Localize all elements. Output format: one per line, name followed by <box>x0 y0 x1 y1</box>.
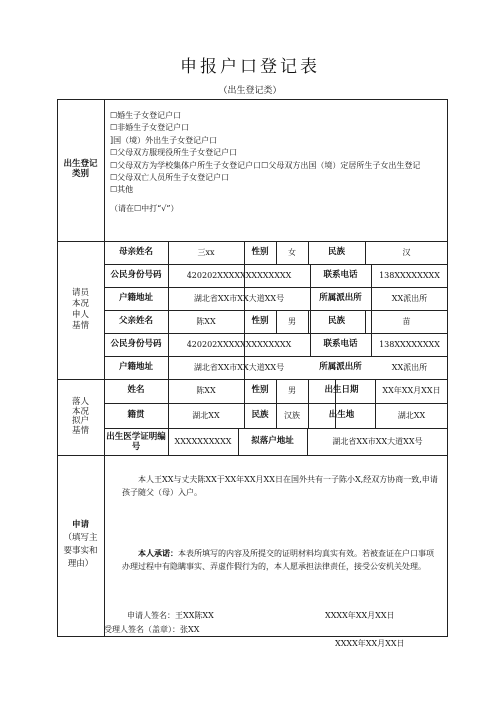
birth-category-options <box>110 110 446 215</box>
mother-name-value[interactable]: 三xx <box>197 247 215 257</box>
mother-gender-value[interactable]: 女 <box>288 247 296 257</box>
father-phone-value[interactable]: 138XXXXXXXX <box>379 339 440 349</box>
mother-ethnic-value[interactable]: 汉 <box>402 247 411 257</box>
page-subtitle: （出生登记类） <box>218 86 282 96</box>
father-name-label: 父亲姓名 <box>118 315 153 326</box>
option-deceased-parents[interactable]: ☐父母双亡人员所生子女登记户口 <box>110 173 230 183</box>
birth-category-label: 出生登记类别 <box>63 159 98 179</box>
father-id-value[interactable]: 420202XXXXXXXXXXXXX <box>186 339 292 349</box>
settle-address-label: 拟落户地址 <box>251 435 294 446</box>
mother-name-label: 母亲姓名 <box>118 246 153 257</box>
rule <box>57 455 448 456</box>
station-label: 所属派出所 <box>319 292 362 303</box>
child-name-value[interactable]: 陈XX <box>196 386 216 396</box>
father-station-value[interactable]: XX派出所 <box>391 362 428 372</box>
mother-phone-value[interactable]: 138XXXXXXXX <box>379 270 440 280</box>
child-dob-value[interactable]: XX年XX月XX日 <box>382 386 441 396</box>
address-label: 户籍地址 <box>118 292 153 303</box>
applicant-sign-date[interactable]: XXXX年XX月XX日 <box>325 611 395 620</box>
father-address-value[interactable]: 湖北省XX市XX大道XX号 <box>193 362 285 372</box>
child-birthplace-value[interactable]: 湖北XX <box>397 410 426 420</box>
phone-label: 联系电话 <box>323 338 358 349</box>
application-body[interactable]: 本人王XX与丈夫陈XX于XX年XX月XX日在国外共有一子陈小X,经双方协商一致,申请孩子随父（母）入户。 <box>122 475 438 497</box>
mother-station-value[interactable]: XX派出所 <box>391 293 428 303</box>
father-ethnic-value[interactable]: 苗 <box>402 316 411 326</box>
application-label-title: 申请 <box>71 519 89 530</box>
mother-address-value[interactable]: 湖北省XX市XX大道XX号 <box>193 293 285 303</box>
child-birthplace-label: 出生地 <box>328 409 355 420</box>
ethnic-label: 民族 <box>327 246 345 257</box>
child-ethnic-label: 民族 <box>251 409 269 420</box>
mother-id-value[interactable]: 420202XXXXXXXXXXXXX <box>186 270 292 280</box>
birth-cert-label: 出生医学证明编号 <box>106 431 166 452</box>
gender-label: 性别 <box>251 315 269 326</box>
application-label-hint: （填写主要事实和理由） <box>63 533 98 570</box>
child-origin-value[interactable]: 湖北XX <box>192 410 220 420</box>
rule <box>104 455 105 637</box>
child-gender-value[interactable]: 男 <box>288 386 296 396</box>
id-label: 公民身份号码 <box>110 269 162 280</box>
child-name-label: 姓名 <box>127 385 145 396</box>
child-dob-label: 出生日期 <box>324 385 359 396</box>
child-origin-label: 籍贯 <box>127 409 145 420</box>
commitment-text: 本表所填写的内容及所提交的证明材料均真实有效。若被查证在户口事项办理过程中有隐瞒事实、弄虚作假行为的，本人愿承担法律责任，接受公安机关处理。 <box>122 549 434 571</box>
applicant-signature[interactable]: 申请人签名：王XX陈XX <box>127 611 214 620</box>
page-title: 申报户口登记表 <box>180 57 320 77</box>
address-label: 户籍地址 <box>118 361 153 372</box>
applicant-section-label: 请员本况申人基情 <box>72 288 90 331</box>
father-gender-value[interactable]: 男 <box>288 316 296 326</box>
commitment-label: 本人承诺： <box>138 548 178 558</box>
receiver-date[interactable]: XXXX年XX月XX日 <box>335 639 405 648</box>
child-gender-label: 性别 <box>251 385 269 396</box>
receiver-signature[interactable]: 受理人签名（盖章）：张XX <box>104 625 200 634</box>
commitment-paragraph <box>122 547 440 573</box>
station-label: 所属派出所 <box>319 361 362 372</box>
option-unmarried-child[interactable]: ☐非婚生子女登记户口 <box>110 123 190 133</box>
id-label: 公民身份号码 <box>110 338 162 349</box>
gender-label: 性别 <box>251 246 269 257</box>
settle-address-value[interactable]: 湖北省XX市XX大道XX号 <box>332 436 423 446</box>
phone-label: 联系电话 <box>323 269 358 280</box>
option-other[interactable]: ☐其他 <box>110 185 134 195</box>
child-section-label: 落人本况拟户基情 <box>72 397 90 436</box>
option-married-child[interactable]: ☐婚生子女登记户口 <box>110 111 182 120</box>
birth-cert-value[interactable]: XXXXXXXXXX <box>174 436 232 446</box>
application-label <box>57 455 104 637</box>
option-school-collective[interactable]: ☐父母双方为学校集体户所生子女登记户口☐父母双方出国（境）定居所生子女出生登记 <box>110 160 421 170</box>
check-instruction: （请在☐中打“√”） <box>110 203 179 213</box>
father-name-value[interactable]: 陈XX <box>196 316 216 326</box>
child-ethnic-value[interactable]: 汉族 <box>284 410 300 420</box>
option-overseas-born[interactable]: ]国（境）外出生子女登记户口 <box>110 135 218 145</box>
option-military-parents[interactable]: ☐父母双方服现役所生子女登记户口 <box>110 148 238 158</box>
ethnic-label: 民族 <box>327 315 345 326</box>
